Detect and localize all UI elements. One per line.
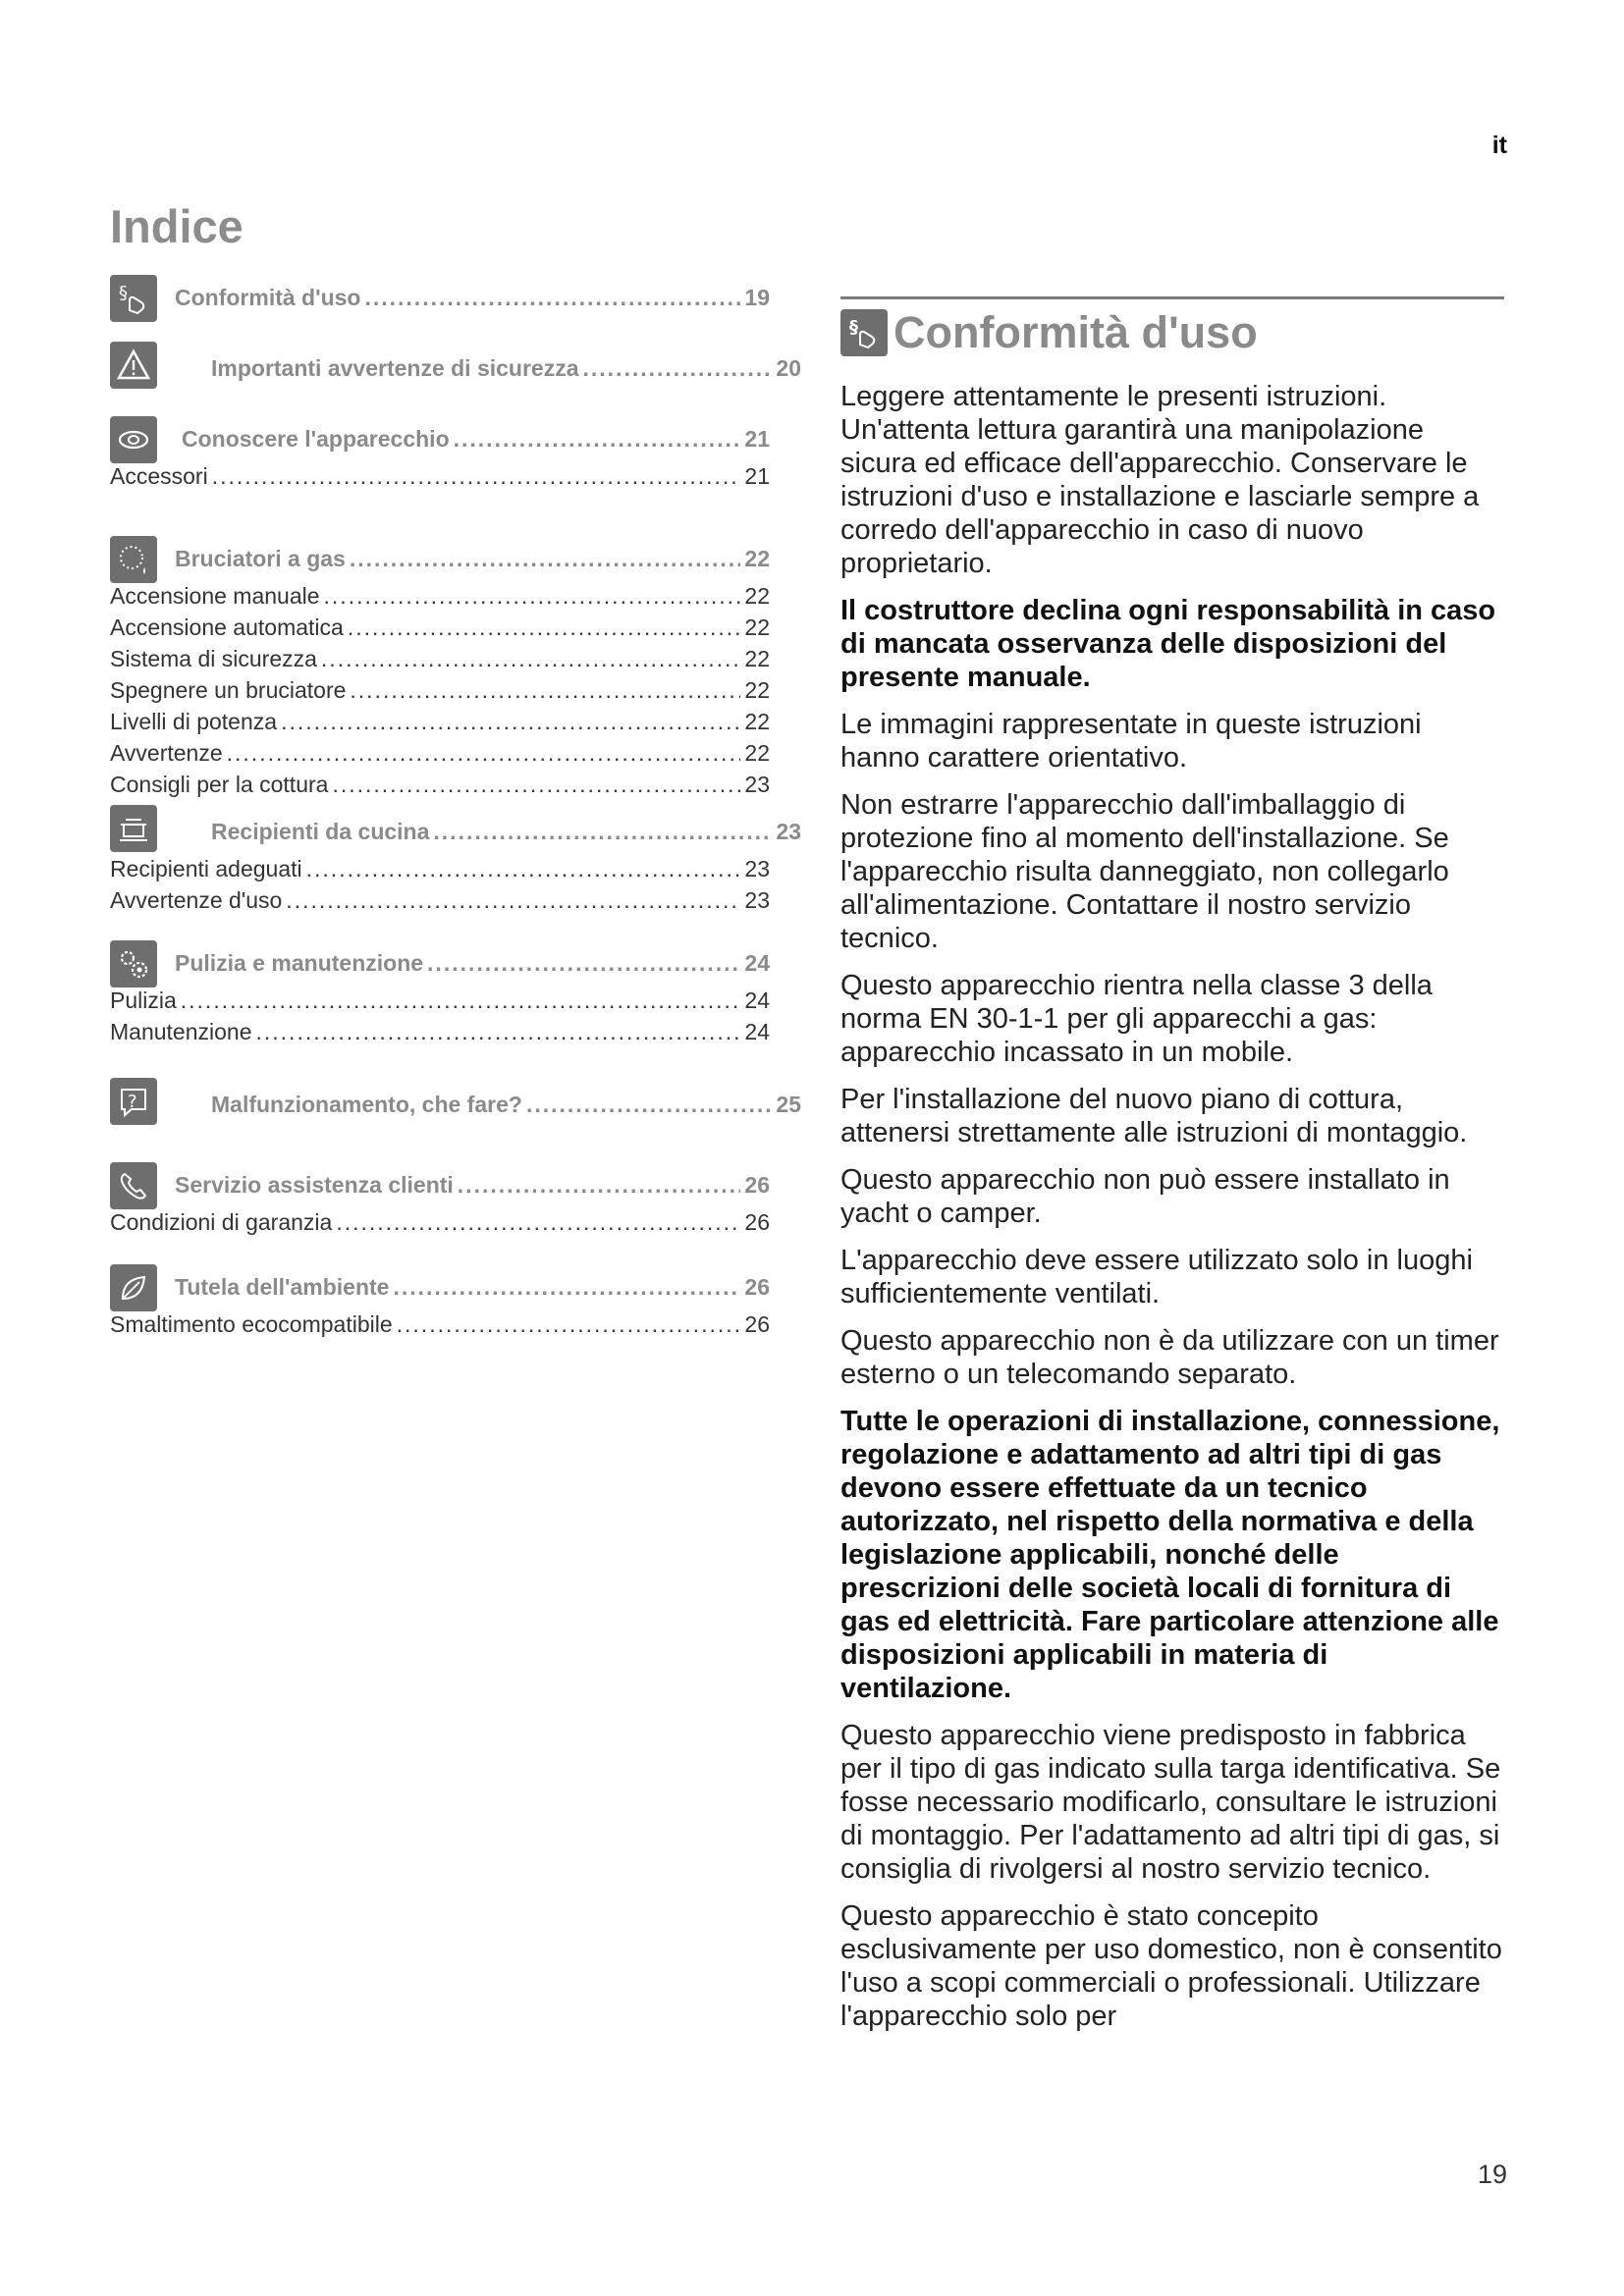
toc-title: Indice bbox=[110, 200, 244, 252]
toc-page-number: 24 bbox=[744, 950, 770, 976]
toc-section-title: Pulizia e manutenzione bbox=[175, 950, 424, 976]
body-paragraph: Le immagini rappresentate in queste istruzioni hanno carattere orientativo. bbox=[840, 709, 1422, 774]
toc-subentry[interactable] bbox=[110, 646, 770, 672]
toc-section-title: Servizio assistenza clienti bbox=[175, 1172, 454, 1198]
gas-burner-icon bbox=[110, 536, 157, 583]
toc-page-number: 22 bbox=[744, 740, 770, 766]
toc-section-entry[interactable] bbox=[175, 1274, 770, 1301]
svg-text:?: ? bbox=[128, 1092, 137, 1112]
dot-leader bbox=[397, 1311, 741, 1338]
toc-subentry-title: Condizioni di garanzia bbox=[110, 1209, 333, 1235]
toc-section-entry[interactable] bbox=[211, 819, 801, 845]
toc-subentry-title: Avvertenze d'uso bbox=[110, 887, 283, 913]
dot-leader bbox=[212, 463, 741, 490]
toc-section-entry[interactable] bbox=[211, 1092, 801, 1118]
toc-subentry-title: Spegnere un bruciatore bbox=[110, 677, 347, 703]
page-number: 19 bbox=[1477, 2160, 1507, 2189]
toc-subentry[interactable] bbox=[110, 1311, 770, 1338]
heading-rule bbox=[840, 296, 1504, 299]
toc-subentry-title: Livelli di potenza bbox=[110, 709, 278, 734]
toc-subentry-title: Pulizia bbox=[110, 988, 177, 1013]
toc-subentry[interactable] bbox=[110, 887, 770, 914]
toc-page-number: 20 bbox=[776, 355, 801, 381]
toc-section-entry[interactable] bbox=[175, 546, 770, 572]
toc-subentry[interactable] bbox=[110, 740, 770, 767]
body-paragraph: Questo apparecchio rientra nella classe 3 della norma EN 30-1-1 per gli apparecchi a gas: apparecchio incassato in un mobile. bbox=[840, 970, 1433, 1068]
dot-leader bbox=[321, 646, 740, 672]
toc-section-entry[interactable] bbox=[211, 355, 801, 382]
dot-leader bbox=[350, 677, 740, 704]
dot-leader bbox=[181, 988, 741, 1014]
toc-page-number: 23 bbox=[744, 856, 770, 881]
important-notice-paragraph: Il costruttore declina ogni responsabilità in caso di mancata osservanza delle disposizioni del presente manuale. bbox=[840, 595, 1496, 693]
telephone-icon bbox=[110, 1162, 157, 1209]
svg-text:§: § bbox=[849, 317, 858, 338]
toc-subentry[interactable] bbox=[110, 583, 770, 610]
section-heading bbox=[840, 307, 1504, 358]
toc-page-number: 22 bbox=[744, 546, 770, 571]
toc-page-number: 26 bbox=[744, 1209, 770, 1235]
dot-leader bbox=[364, 285, 740, 311]
toc-section-title: Tutela dell'ambiente bbox=[175, 1274, 390, 1300]
toc-subentry-title: Consigli per la cottura bbox=[110, 772, 329, 797]
main-column bbox=[840, 296, 1504, 2047]
important-notice-paragraph: Tutte le operazioni di installazione, connessione, regolazione e adattamento ad altri tipi di gas devono essere effettuate da un tecnico autorizzato, nel rispetto della normativa e della legislazione applicabili, nonché delle prescrizioni delle società locali di fornitura di gas ed elettricità. Fare particolare attenzione alle disposizioni applicabili in materia di ventilazione. bbox=[840, 1406, 1500, 1704]
toc-subentry[interactable] bbox=[110, 463, 770, 490]
toc-page-number: 24 bbox=[744, 988, 770, 1013]
dot-leader bbox=[332, 772, 740, 798]
toc-subentry-title: Smaltimento ecocompatibile bbox=[110, 1311, 393, 1337]
cookware-pot-icon bbox=[110, 805, 157, 852]
law-hand-icon bbox=[110, 275, 157, 322]
body-paragraph: Leggere attentamente le presenti istruzioni. Un'attenta lettura garantirà una manipolazione sicura ed efficace dell'apparecchio. Conservare le istruzioni d'uso e installazione e lasciarle sempre a corredo dell'apparecchio in caso di nuovo proprietario. bbox=[840, 381, 1480, 579]
toc-subentry[interactable] bbox=[110, 772, 770, 798]
toc-subentry[interactable] bbox=[110, 614, 770, 641]
toc-subentry-title: Recipienti adeguati bbox=[110, 856, 302, 881]
toc-subentry-title: Accensione automatica bbox=[110, 614, 344, 640]
leaf-icon bbox=[110, 1264, 157, 1311]
dot-leader bbox=[227, 740, 741, 767]
toc-subentry[interactable] bbox=[110, 856, 770, 882]
toc-subentry-title: Sistema di sicurezza bbox=[110, 646, 317, 671]
dot-leader bbox=[281, 709, 740, 735]
dot-leader bbox=[427, 950, 740, 977]
toc-page-number: 22 bbox=[744, 646, 770, 671]
gears-icon bbox=[110, 940, 157, 988]
dot-leader bbox=[350, 546, 741, 572]
body-paragraph: Questo apparecchio viene predisposto in fabbrica per il tipo di gas indicato sulla targa identificativa. Se fosse necessario modificarlo, consultare le istruzioni di montaggio. Per l'adattamento ad altri tipi di gas, si consiglia di rivolgersi al nostro servizio tecnico. bbox=[840, 1720, 1501, 1885]
toc-section-entry[interactable] bbox=[175, 285, 770, 311]
body-paragraph: Per l'installazione del nuovo piano di cottura, attenersi strettamente alle istruzioni di montaggio. bbox=[840, 1084, 1468, 1148]
toc-subentry[interactable] bbox=[110, 1209, 770, 1236]
dot-leader bbox=[336, 1209, 740, 1236]
toc-page-number: 26 bbox=[744, 1172, 770, 1198]
eye-icon bbox=[110, 416, 157, 463]
dot-leader bbox=[348, 614, 741, 641]
dot-leader bbox=[306, 856, 741, 882]
toc-page-number: 26 bbox=[744, 1311, 770, 1337]
toc-page-number: 23 bbox=[776, 819, 801, 844]
toc-page-number: 23 bbox=[744, 772, 770, 797]
toc-section-title: Conformità d'uso bbox=[175, 285, 361, 310]
question-mark-icon bbox=[110, 1078, 157, 1125]
svg-text:§: § bbox=[119, 283, 128, 303]
toc-page-number: 24 bbox=[744, 1019, 770, 1044]
body-paragraph: Questo apparecchio non è da utilizzare con un timer esterno o un telecomando separato. bbox=[840, 1325, 1499, 1390]
body-paragraph: L'apparecchio deve essere utilizzato solo in luoghi sufficientemente ventilati. bbox=[840, 1245, 1473, 1309]
toc-page-number: 23 bbox=[744, 887, 770, 913]
dot-leader bbox=[393, 1274, 740, 1301]
toc-subentry[interactable] bbox=[110, 677, 770, 704]
toc-subentry-title: Accensione manuale bbox=[110, 583, 320, 609]
toc-section-title: Bruciatori a gas bbox=[175, 546, 346, 571]
toc-subentry-title: Manutenzione bbox=[110, 1019, 252, 1044]
toc-subentry[interactable] bbox=[110, 1019, 770, 1045]
toc-section-title: Conoscere l'apparecchio bbox=[182, 426, 450, 452]
toc-page-number: 22 bbox=[744, 583, 770, 609]
toc-subentry[interactable] bbox=[110, 709, 770, 735]
law-hand-icon bbox=[840, 309, 888, 356]
body-text bbox=[840, 380, 1504, 2033]
dot-leader bbox=[458, 1172, 741, 1199]
dot-leader bbox=[286, 887, 740, 914]
warning-triangle-icon bbox=[110, 342, 157, 389]
toc-page-number: 21 bbox=[744, 463, 770, 489]
dot-leader bbox=[324, 583, 741, 610]
section-heading-text: Conformità d'uso bbox=[893, 307, 1258, 357]
toc-subentry-title: Accessori bbox=[110, 463, 208, 489]
toc-section-title: Malfunzionamento, che fare? bbox=[211, 1092, 522, 1117]
body-paragraph: Questo apparecchio è stato concepito esclusivamente per uso domestico, non è consentito l'uso a scopi commerciali o professionali. Utilizzare l'apparecchio solo per bbox=[840, 1900, 1502, 2032]
toc-subentry[interactable] bbox=[110, 988, 770, 1014]
toc-section-entry[interactable] bbox=[175, 950, 770, 977]
toc-section-title: Recipienti da cucina bbox=[211, 819, 430, 844]
toc-page-number: 22 bbox=[744, 614, 770, 640]
dot-leader bbox=[583, 355, 773, 382]
dot-leader bbox=[433, 819, 772, 845]
body-paragraph: Questo apparecchio non può essere installato in yacht o camper. bbox=[840, 1164, 1450, 1229]
toc-page-number: 25 bbox=[776, 1092, 801, 1117]
toc-page-number: 22 bbox=[744, 709, 770, 734]
toc-page-number: 21 bbox=[744, 426, 770, 452]
toc-page-number: 22 bbox=[744, 677, 770, 703]
language-tag: it bbox=[1491, 132, 1507, 159]
toc-section-entry[interactable] bbox=[182, 426, 770, 453]
toc-section-title: Importanti avvertenze di sicurezza bbox=[211, 355, 579, 381]
dot-leader bbox=[454, 426, 741, 453]
dot-leader bbox=[256, 1019, 741, 1045]
toc-page-number: 26 bbox=[744, 1274, 770, 1300]
dot-leader bbox=[526, 1092, 772, 1118]
toc-subentry-title: Avvertenze bbox=[110, 740, 223, 766]
toc-page-number: 19 bbox=[744, 285, 770, 310]
body-paragraph: Non estrarre l'apparecchio dall'imballaggio di protezione fino al momento dell'installazione. Se l'apparecchio risulta danneggiato, non collegarlo all'alimentazione. Contattare il nostro servizio tecnico. bbox=[840, 789, 1449, 954]
toc-section-entry[interactable] bbox=[175, 1172, 770, 1199]
